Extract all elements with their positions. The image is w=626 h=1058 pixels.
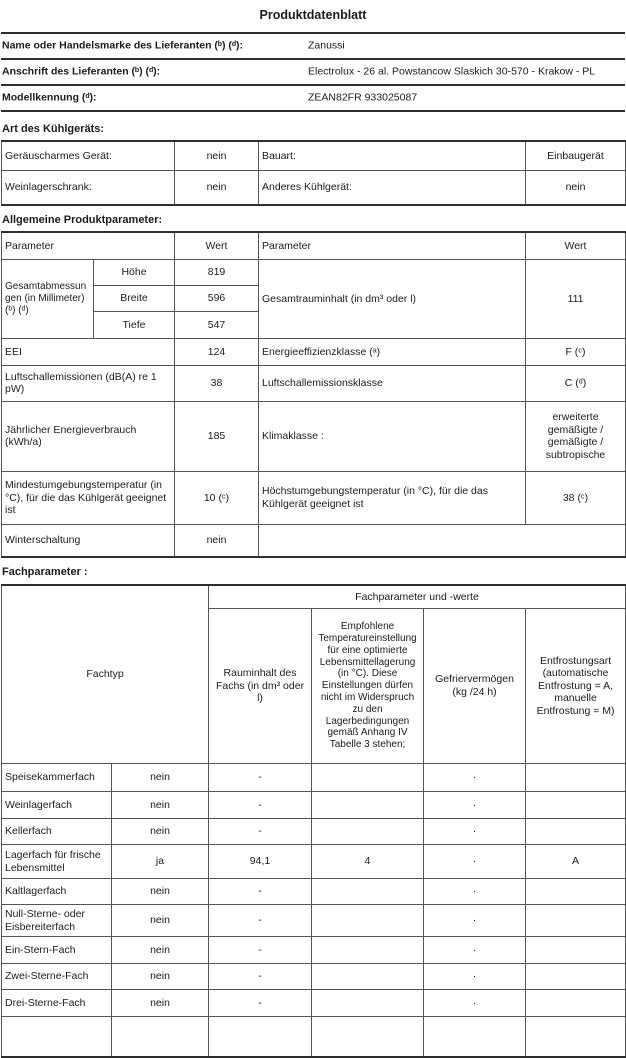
fach-volume-cell: -	[209, 937, 312, 964]
fach-row-ein-stern	[2, 937, 626, 964]
empty-cell	[424, 1017, 526, 1057]
param-value-cell: C (ᵈ)	[526, 365, 626, 401]
empty-cell	[209, 1017, 312, 1057]
fach-temperature-cell	[312, 819, 424, 845]
fach-table	[1, 584, 626, 1058]
datasheet-page	[1, 0, 625, 1058]
fach-name-cell: Kellerfach	[2, 819, 112, 845]
fach-temperature-cell: 4	[312, 845, 424, 879]
fach-freezing-cell: ·	[424, 845, 526, 879]
fach-defrost-cell	[526, 990, 626, 1017]
supplier-name-label: Name oder Handelsmarke des Lieferanten (ᵇ) (ᵈ):	[2, 39, 244, 52]
fach-row-kaltlagerfach	[2, 879, 626, 905]
supplier-address-value: Electrolux - 26 al. Powstancow Slaskich 30-570 - Krakow - PL	[308, 65, 596, 78]
model-id-row	[1, 86, 625, 112]
art-value-cell: Einbaugerät	[526, 141, 626, 170]
fach-row-speisekammerfach	[2, 764, 626, 792]
fach-volume-cell: -	[209, 819, 312, 845]
fach-defrost-cell	[526, 879, 626, 905]
param-label-cell: Jährlicher Energieverbrauch (kWh/a)	[2, 401, 175, 471]
fach-defrost-cell	[526, 905, 626, 937]
fach-freezing-cell: ·	[424, 764, 526, 792]
fach-name-cell: Drei-Sterne-Fach	[2, 990, 112, 1017]
fach-present-cell: nein	[112, 905, 209, 937]
fach-name-cell: Null-Sterne- oder Eisbereiterfach	[2, 905, 112, 937]
fach-defrost-cell: A	[526, 845, 626, 879]
fach-name-cell: Weinlagerfach	[2, 792, 112, 819]
fach-section-heading: Fachparameter :	[2, 566, 88, 579]
fach-volume-cell: -	[209, 879, 312, 905]
page-title: Produktdatenblatt	[259, 8, 367, 22]
column-header-parameter: Parameter	[259, 232, 526, 259]
fach-present-cell: nein	[112, 764, 209, 792]
allgemein-header-row	[2, 232, 626, 259]
model-id-label: Modellkennung (ᵈ):	[2, 91, 97, 104]
fach-name-cell: Kaltlagerfach	[2, 879, 112, 905]
fach-temperature-cell	[312, 879, 424, 905]
param-label-cell: Winterschaltung	[2, 524, 175, 557]
fach-group-header-row	[2, 585, 626, 609]
param-value-cell: 185	[175, 401, 259, 471]
dimensions-label-cell: Gesamtabmessungen (in Millimeter) (ᵇ) (ᵈ)	[2, 259, 94, 338]
fach-row-zwei-sterne	[2, 964, 626, 990]
energy-row	[2, 401, 626, 471]
fach-temperature-cell	[312, 937, 424, 964]
fach-volume-cell: -	[209, 764, 312, 792]
empty-cell	[526, 1017, 626, 1057]
art-value-cell: nein	[175, 141, 259, 170]
param-value-cell: 38 (ᶜ)	[526, 471, 626, 524]
fach-name-cell: Zwei-Sterne-Fach	[2, 964, 112, 990]
fach-defrost-cell	[526, 819, 626, 845]
fach-volume-cell: -	[209, 964, 312, 990]
total-volume-label-cell: Gesamtrauminhalt (in dm³ oder l)	[259, 259, 526, 338]
fach-temperature-cell	[312, 792, 424, 819]
empty-cell	[259, 524, 626, 557]
fach-volume-cell: 94,1	[209, 845, 312, 879]
fach-freezing-cell: ·	[424, 905, 526, 937]
fach-temperature-cell	[312, 905, 424, 937]
dimension-row-hoehe	[2, 259, 626, 285]
fach-defrost-cell	[526, 792, 626, 819]
fach-freezing-cell: ·	[424, 937, 526, 964]
supplier-address-row	[1, 60, 625, 86]
winter-setting-row	[2, 524, 626, 557]
fach-temperature-cell	[312, 764, 424, 792]
dimension-value-cell: 819	[175, 259, 259, 285]
param-label-cell: Luftschallemissionen (dB(A) re 1 pW)	[2, 365, 175, 401]
supplier-info-section	[1, 32, 625, 112]
fach-defrost-cell	[526, 964, 626, 990]
dimension-name-cell: Tiefe	[94, 311, 175, 338]
art-section-heading: Art des Kühlgeräts:	[2, 123, 105, 135]
fach-present-cell: nein	[112, 964, 209, 990]
param-label-cell: Mindestumgebungstemperatur (in °C), für die das Kühlgerät geeignet ist	[2, 471, 175, 524]
fach-volume-cell: -	[209, 792, 312, 819]
noise-row	[2, 365, 626, 401]
param-label-cell: Klimaklasse :	[259, 401, 526, 471]
fach-row-partial	[2, 1017, 626, 1057]
param-value-cell: erweiterte gemäßigte / gemäßigte / subtropische	[526, 401, 626, 471]
empty-cell	[312, 1017, 424, 1057]
fach-freezing-cell: ·	[424, 964, 526, 990]
fach-present-cell: nein	[112, 792, 209, 819]
art-value-cell: nein	[175, 170, 259, 205]
dimension-value-cell: 547	[175, 311, 259, 338]
param-value-cell: 38	[175, 365, 259, 401]
art-label-cell: Weinlagerschrank:	[2, 170, 175, 205]
model-id-value: ZEAN82FR 933025087	[308, 91, 418, 104]
ambient-temperature-row	[2, 471, 626, 524]
fach-temperature-cell	[312, 990, 424, 1017]
art-value-cell: nein	[526, 170, 626, 205]
art-row-2	[2, 170, 626, 205]
param-value-cell: F (ᶜ)	[526, 338, 626, 365]
param-value-cell: 10 (ᶜ)	[175, 471, 259, 524]
fach-freezing-cell: ·	[424, 879, 526, 905]
fach-volume-cell: -	[209, 905, 312, 937]
param-label-cell: EEI	[2, 338, 175, 365]
temperature-header-cell: Empfohlene Temperatureinstellung für eine optimierte Lebensmittellagerung (in °C). Diese Einstellungen dürfen nicht im Widerspruch zu den Lagerbedingungen gemäß Anhang IV Tabelle 3 stehen;	[312, 609, 424, 764]
empty-cell	[2, 1017, 112, 1057]
fach-present-cell: nein	[112, 819, 209, 845]
fach-row-weinlagerfach	[2, 792, 626, 819]
fach-row-null-sterne	[2, 905, 626, 937]
fach-present-cell: nein	[112, 879, 209, 905]
allgemein-table	[1, 231, 626, 558]
fach-volume-cell: -	[209, 990, 312, 1017]
fach-present-cell: nein	[112, 990, 209, 1017]
supplier-name-row	[1, 34, 625, 60]
freezing-header-cell: Gefriervermögen (kg /24 h)	[424, 609, 526, 764]
fach-freezing-cell: ·	[424, 990, 526, 1017]
total-volume-value-cell: 111	[526, 259, 626, 338]
empty-cell	[112, 1017, 209, 1057]
fach-name-cell: Ein-Stern-Fach	[2, 937, 112, 964]
fach-row-lagerfach-frische-lebensmittel	[2, 845, 626, 879]
param-value-cell: 124	[175, 338, 259, 365]
fachtyp-header-cell: Fachtyp	[2, 585, 209, 764]
fach-name-cell: Lagerfach für frische Lebensmittel	[2, 845, 112, 879]
column-header-parameter: Parameter	[2, 232, 175, 259]
fach-freezing-cell: ·	[424, 819, 526, 845]
group-header-cell: Fachparameter und -werte	[209, 585, 626, 609]
column-header-wert: Wert	[526, 232, 626, 259]
art-table	[1, 140, 626, 206]
param-label-cell: Luftschallemissionsklasse	[259, 365, 526, 401]
fach-defrost-cell	[526, 937, 626, 964]
fach-row-drei-sterne	[2, 990, 626, 1017]
allgemein-section-heading: Allgemeine Produktparameter:	[2, 214, 163, 227]
supplier-name-value: Zanussi	[308, 39, 345, 52]
fach-temperature-cell	[312, 964, 424, 990]
dimension-name-cell: Höhe	[94, 259, 175, 285]
param-label-cell: Energieeffizienzklasse (ᵃ)	[259, 338, 526, 365]
fach-freezing-cell: ·	[424, 792, 526, 819]
eei-row	[2, 338, 626, 365]
art-label-cell: Bauart:	[259, 141, 526, 170]
supplier-address-label: Anschrift des Lieferanten (ᵇ) (ᵈ):	[2, 65, 161, 78]
fach-present-cell: nein	[112, 937, 209, 964]
param-label-cell: Höchstumgebungstemperatur (in °C), für die das Kühlgerät geeignet ist	[259, 471, 526, 524]
dimension-name-cell: Breite	[94, 285, 175, 311]
volume-header-cell: Rauminhalt des Fachs (in dm³ oder l)	[209, 609, 312, 764]
column-header-wert: Wert	[175, 232, 259, 259]
fach-present-cell: ja	[112, 845, 209, 879]
defrost-header-cell: Entfrostungsart (automatische Entfrostung = A, manuelle Entfrostung = M)	[526, 609, 626, 764]
fach-name-cell: Speisekammerfach	[2, 764, 112, 792]
art-row-1	[2, 141, 626, 170]
art-label-cell: Geräuscharmes Gerät:	[2, 141, 175, 170]
fach-defrost-cell	[526, 764, 626, 792]
dimension-value-cell: 596	[175, 285, 259, 311]
fach-row-kellerfach	[2, 819, 626, 845]
art-label-cell: Anderes Kühlgerät:	[259, 170, 526, 205]
param-value-cell: nein	[175, 524, 259, 557]
